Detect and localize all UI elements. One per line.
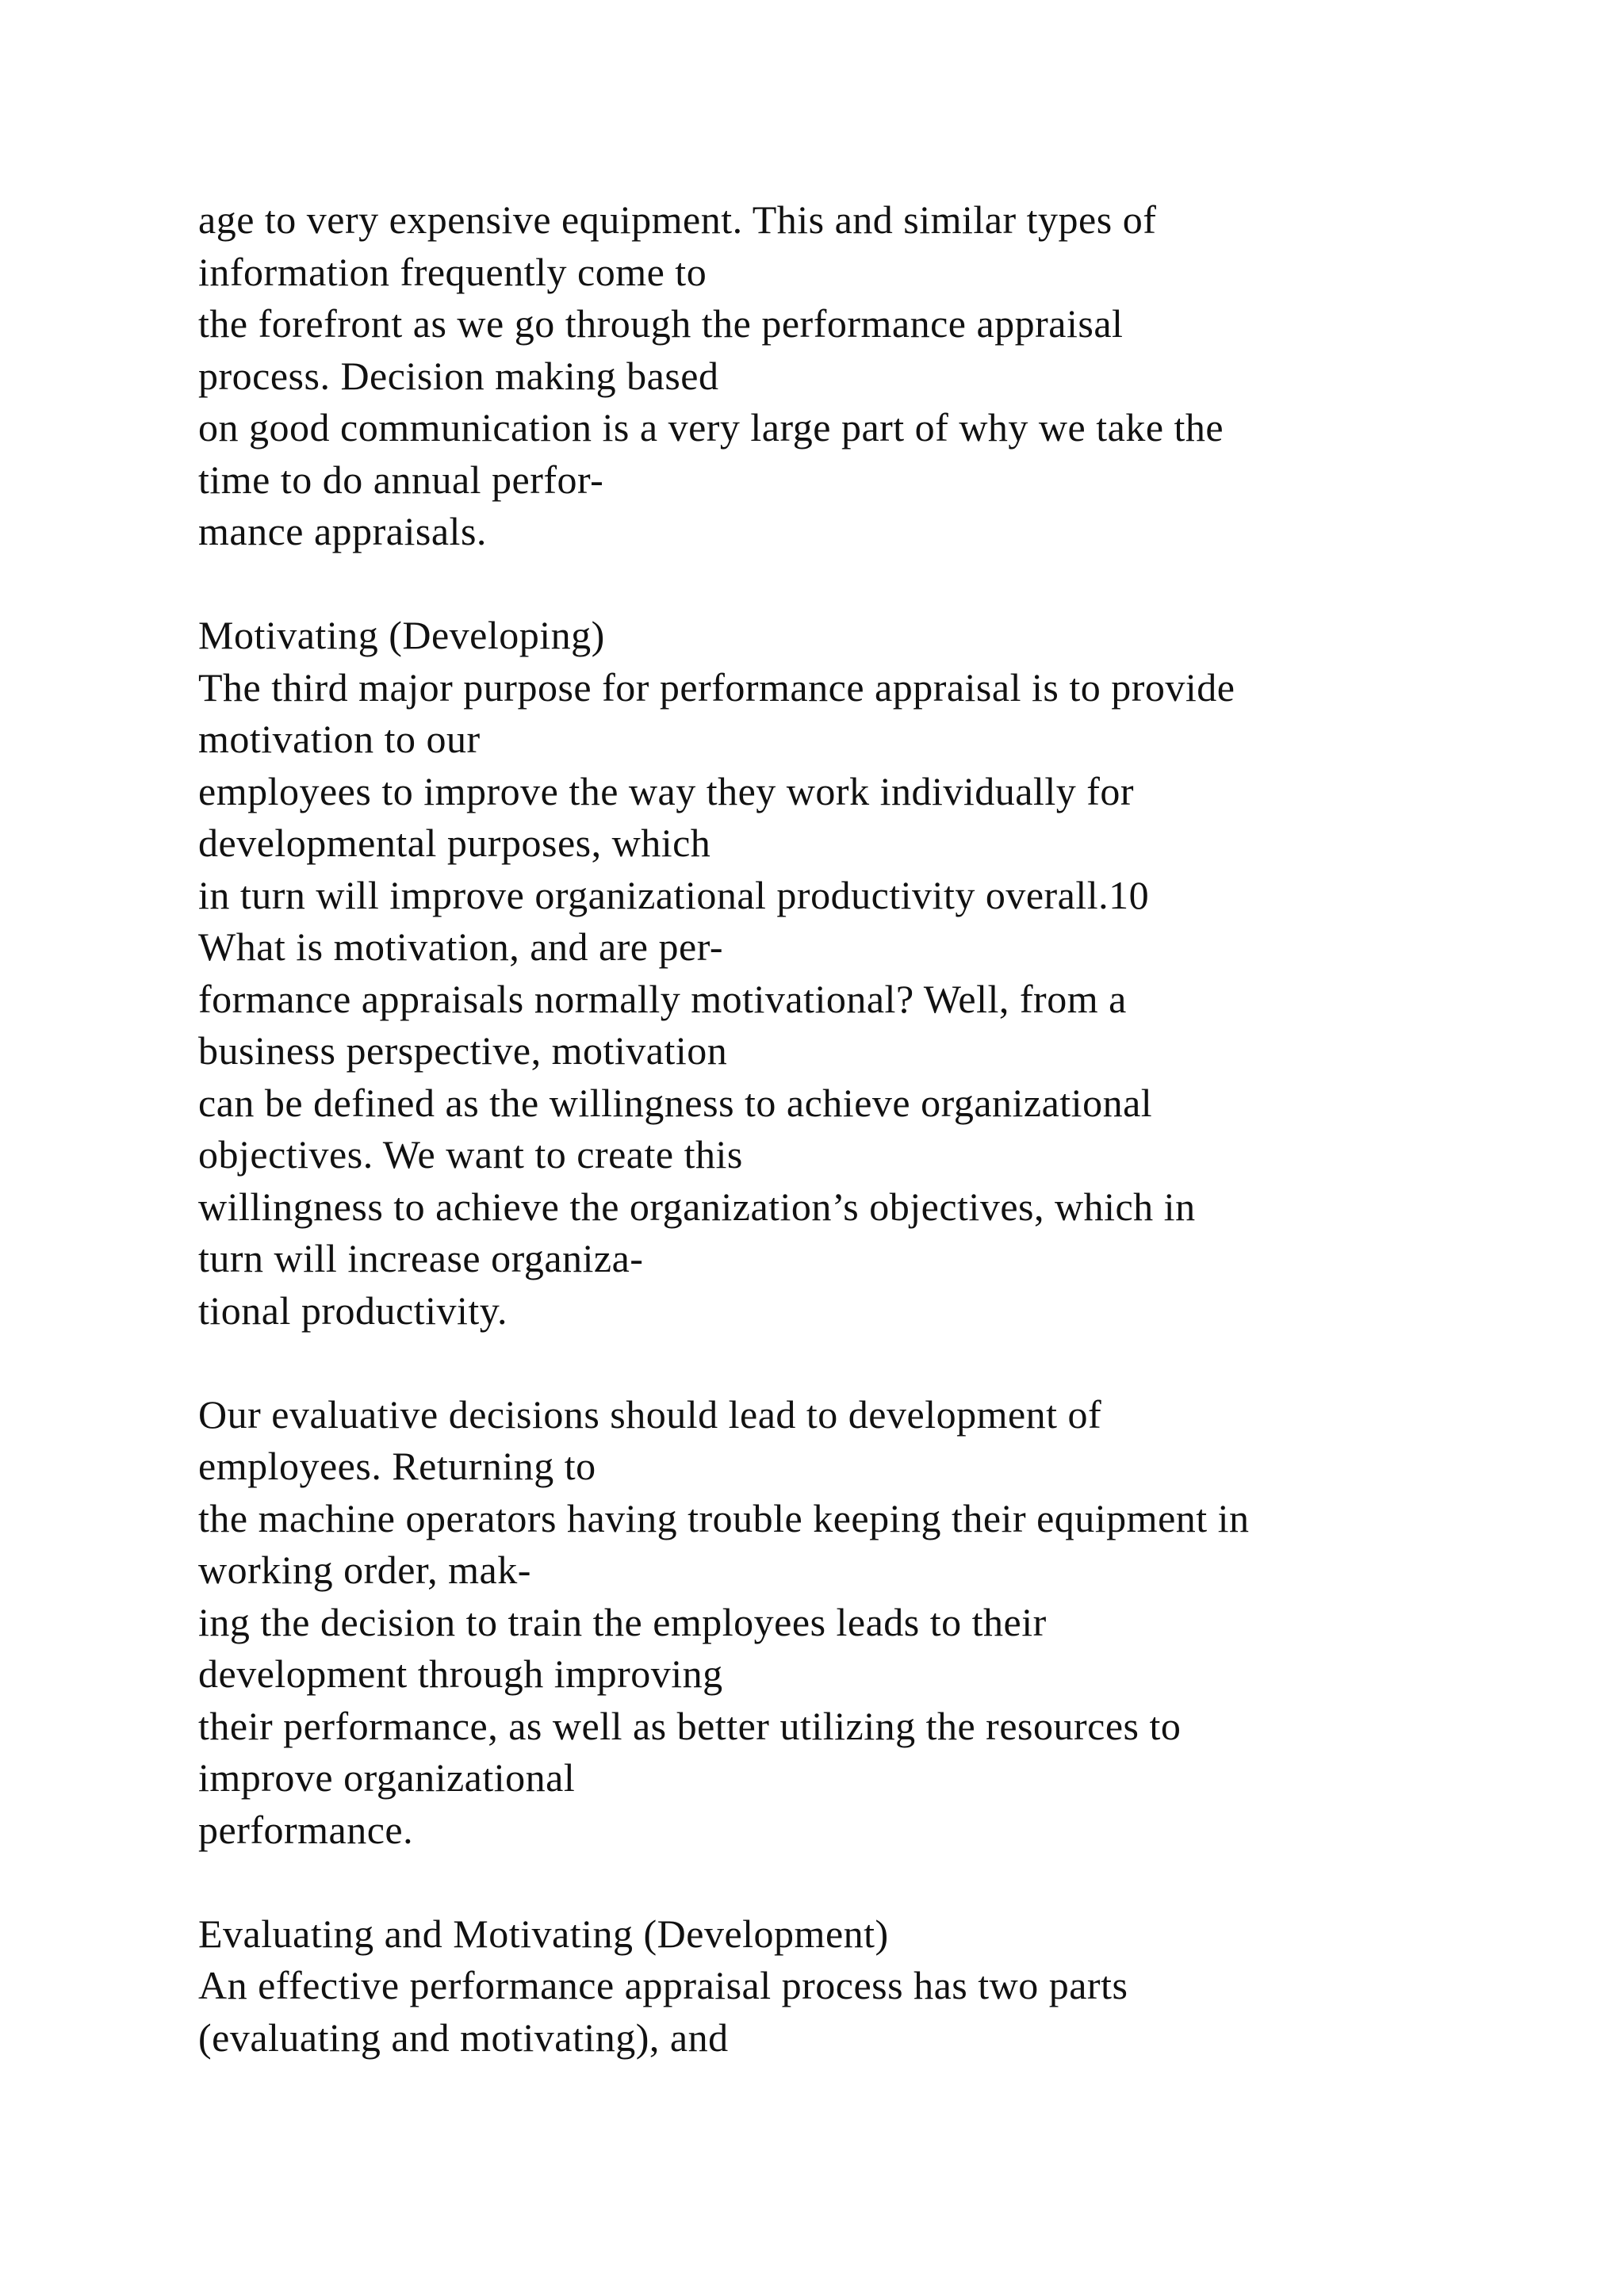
paragraph-gap xyxy=(198,558,1546,610)
paragraph-gap xyxy=(198,1856,1546,1908)
text-line: willingness to achieve the organization’s objectives, which in xyxy=(198,1184,1196,1229)
text-line: information frequently come to xyxy=(198,249,707,294)
text-line: (evaluating and motivating), and xyxy=(198,2015,729,2060)
text-line: formance appraisals normally motivational? Well, from a xyxy=(198,976,1127,1021)
text-line: motivation to our xyxy=(198,717,481,761)
text-line: tional productivity. xyxy=(198,1288,508,1333)
document-body xyxy=(198,194,1546,2064)
text-line: employees to improve the way they work individually for xyxy=(198,768,1135,813)
section-heading-motivating: Motivating (Developing) xyxy=(198,613,605,657)
text-line: turn will increase organiza- xyxy=(198,1236,644,1280)
text-line: the machine operators having trouble keeping their equipment in xyxy=(198,1495,1250,1540)
paragraph-evaluative-decisions xyxy=(198,1389,1546,1857)
paragraph-equipment xyxy=(198,194,1546,558)
text-line: improve organizational xyxy=(198,1755,576,1800)
text-line: performance. xyxy=(198,1807,414,1852)
text-line: process. Decision making based xyxy=(198,353,719,398)
text-line: development through improving xyxy=(198,1651,723,1696)
text-line: in turn will improve organizational productivity overall.10 xyxy=(198,872,1150,917)
text-line: What is motivation, and are per- xyxy=(198,924,723,969)
text-line: mance appraisals. xyxy=(198,509,487,553)
text-line: employees. Returning to xyxy=(198,1444,596,1488)
text-line: time to do annual perfor- xyxy=(198,457,604,502)
section-heading-evaluating-motivating: Evaluating and Motivating (Development) xyxy=(198,1911,889,1956)
text-line: The third major purpose for performance appraisal is to provide xyxy=(198,664,1235,710)
text-line: on good communication is a very large part of why we take the xyxy=(198,405,1224,450)
text-line: ing the decision to train the employees leads to their xyxy=(198,1599,1047,1644)
text-line: can be defined as the willingness to achieve organizational xyxy=(198,1080,1153,1125)
paragraph-motivation xyxy=(198,662,1546,1337)
text-line: An effective performance appraisal process has two parts xyxy=(198,1963,1128,2007)
text-line: their performance, as well as better utilizing the resources to xyxy=(198,1703,1182,1748)
paragraph-gap xyxy=(198,1337,1546,1389)
text-line: working order, mak- xyxy=(198,1548,531,1592)
text-line: age to very expensive equipment. This and similar types of xyxy=(198,197,1157,242)
text-line: objectives. We want to create this xyxy=(198,1132,743,1177)
text-line: developmental purposes, which xyxy=(198,821,711,865)
text-line: Our evaluative decisions should lead to development of xyxy=(198,1391,1102,1437)
text-line: business perspective, motivation xyxy=(198,1028,728,1073)
paragraph-effective-process xyxy=(198,1960,1546,2064)
text-line: the forefront as we go through the performance appraisal xyxy=(198,301,1124,346)
